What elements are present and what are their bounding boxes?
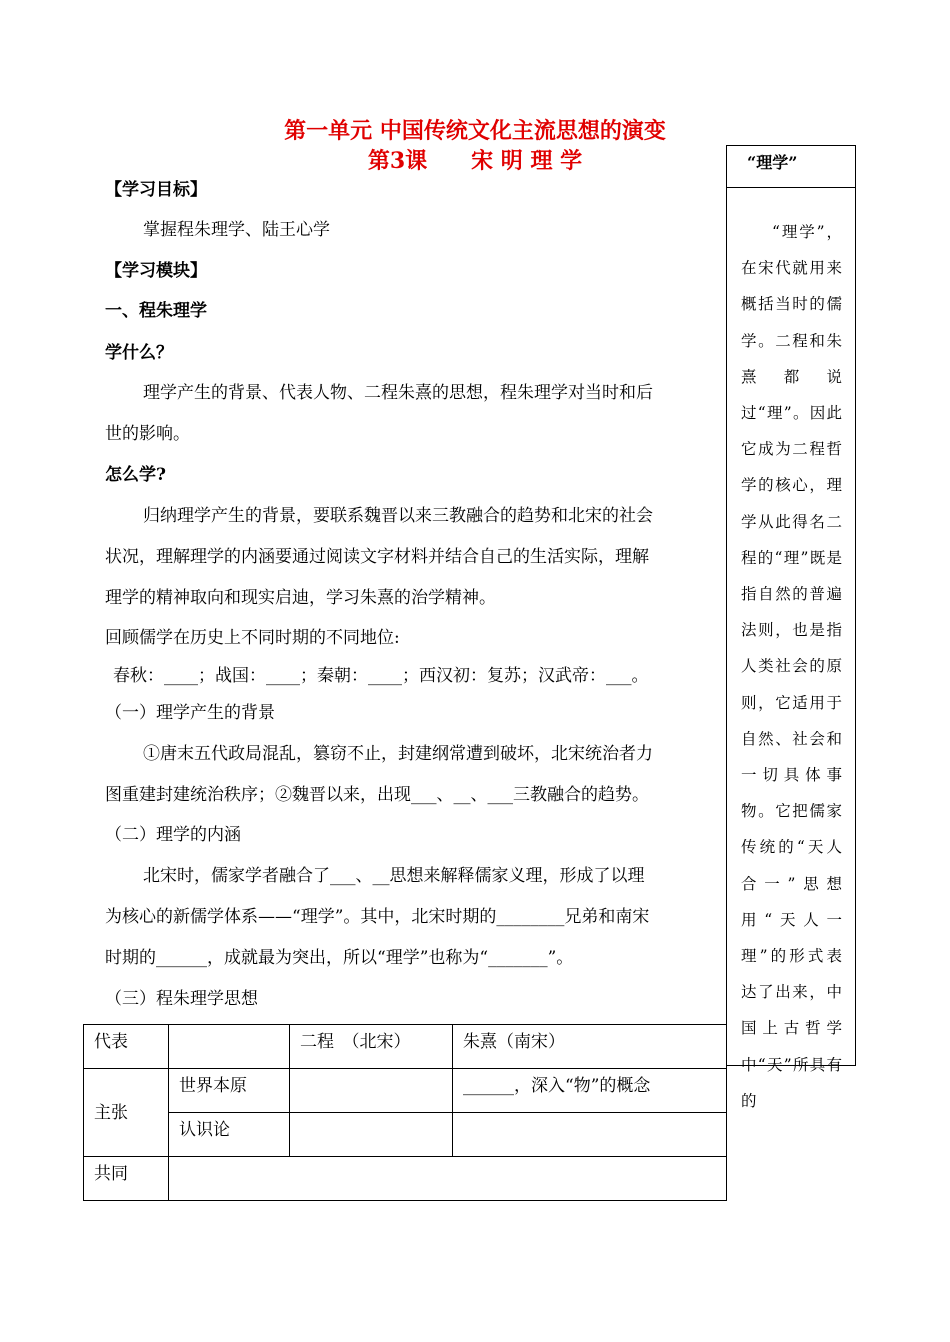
paragraph-line: 世的影响。 bbox=[105, 424, 190, 444]
table-cell[interactable] bbox=[169, 1157, 727, 1201]
table-cell: 代表 bbox=[84, 1025, 169, 1069]
sidebar-heading: “理学” bbox=[727, 146, 855, 188]
sidebar-note-box bbox=[726, 145, 856, 1110]
table-row bbox=[84, 1157, 727, 1201]
paragraph-line: 理学产生的背景、代表人物、二程朱熹的思想，程朱理学对当时和后 bbox=[143, 383, 653, 403]
how-question: 怎么学? bbox=[105, 465, 166, 485]
table-cell[interactable] bbox=[290, 1113, 453, 1157]
subsection-heading: （一）理学产生的背景 bbox=[105, 703, 275, 723]
table-cell: 朱熹（南宋） bbox=[453, 1025, 727, 1069]
subsection-heading: （三）程朱理学思想 bbox=[105, 989, 258, 1009]
paragraph-line: 时期的______，成就最为突出，所以“理学”也称为“_______”。 bbox=[105, 948, 574, 968]
table-row bbox=[84, 1025, 727, 1069]
table-cell: ______，深入“物”的概念 bbox=[453, 1069, 727, 1113]
paragraph-line: 状况，理解理学的内涵要通过阅读文字材料并结合自己的生活实际，理解 bbox=[105, 547, 649, 567]
goal-heading: 【学习目标】 bbox=[105, 180, 207, 200]
table-cell[interactable] bbox=[290, 1069, 453, 1113]
table-row bbox=[84, 1113, 727, 1157]
goal-text: 掌握程朱理学、陆王心学 bbox=[143, 220, 330, 240]
paragraph-line: ①唐末五代政局混乱，篡窃不止，封建纲常遭到破坏，北宋统治者力 bbox=[143, 744, 653, 764]
section-heading: 一、程朱理学 bbox=[105, 301, 207, 321]
comparison-table bbox=[83, 1024, 727, 1201]
paragraph-line: 图重建封建统治秩序；②魏晋以来，出现___、__、___三教融合的趋势。 bbox=[105, 785, 649, 805]
table-cell: 二程 （北宋） bbox=[290, 1025, 453, 1069]
paragraph-line: 归纳理学产生的背景，要联系魏晋以来三教融合的趋势和北宋的社会 bbox=[143, 506, 653, 526]
paragraph-line: 为核心的新儒学体系——“理学”。其中，北宋时期的________兄弟和南宋 bbox=[105, 907, 650, 927]
table-cell: 世界本原 bbox=[169, 1069, 290, 1113]
review-line: 回顾儒学在历史上不同时期的不同地位: bbox=[105, 628, 400, 648]
table-row bbox=[84, 1069, 727, 1113]
table-cell[interactable] bbox=[169, 1025, 290, 1069]
paragraph-line: 理学的精神取向和现实启迪，学习朱熹的治学精神。 bbox=[105, 588, 496, 608]
what-question: 学什么？ bbox=[105, 343, 173, 363]
unit-title: 第一单元 中国传统文化主流思想的演变 bbox=[284, 118, 666, 144]
table-cell: 认识论 bbox=[169, 1113, 290, 1157]
table-cell[interactable] bbox=[453, 1113, 727, 1157]
lesson-title: 第3课 宋 明 理 学 bbox=[367, 148, 583, 174]
sidebar-body-text: “理学”，在宋代就用来概括当时的儒学。二程和朱熹都说过“理”。因此它成为二程哲学的核心，理学从此得名二程的“理”既是指自然的普遍法则，也是指人类社会的原则，它适用于自然、社会和一切具体事物。它把儒家传统的“天人合一”思想用“天人一理”的形式表达了出来，中国上古哲学中“天”所具有的 bbox=[741, 223, 843, 1110]
table-cell: 共同 bbox=[84, 1157, 169, 1201]
module-heading: 【学习模块】 bbox=[105, 261, 207, 281]
subsection-heading: （二）理学的内涵 bbox=[105, 825, 241, 845]
table-cell: 主张 bbox=[84, 1069, 169, 1157]
review-items: 春秋：____；战国：____；秦朝：____；西汉初：复苏；汉武帝：___。 bbox=[113, 666, 649, 686]
paragraph-line: 北宋时，儒家学者融合了___、__思想来解释儒家义理，形成了以理 bbox=[143, 866, 645, 886]
